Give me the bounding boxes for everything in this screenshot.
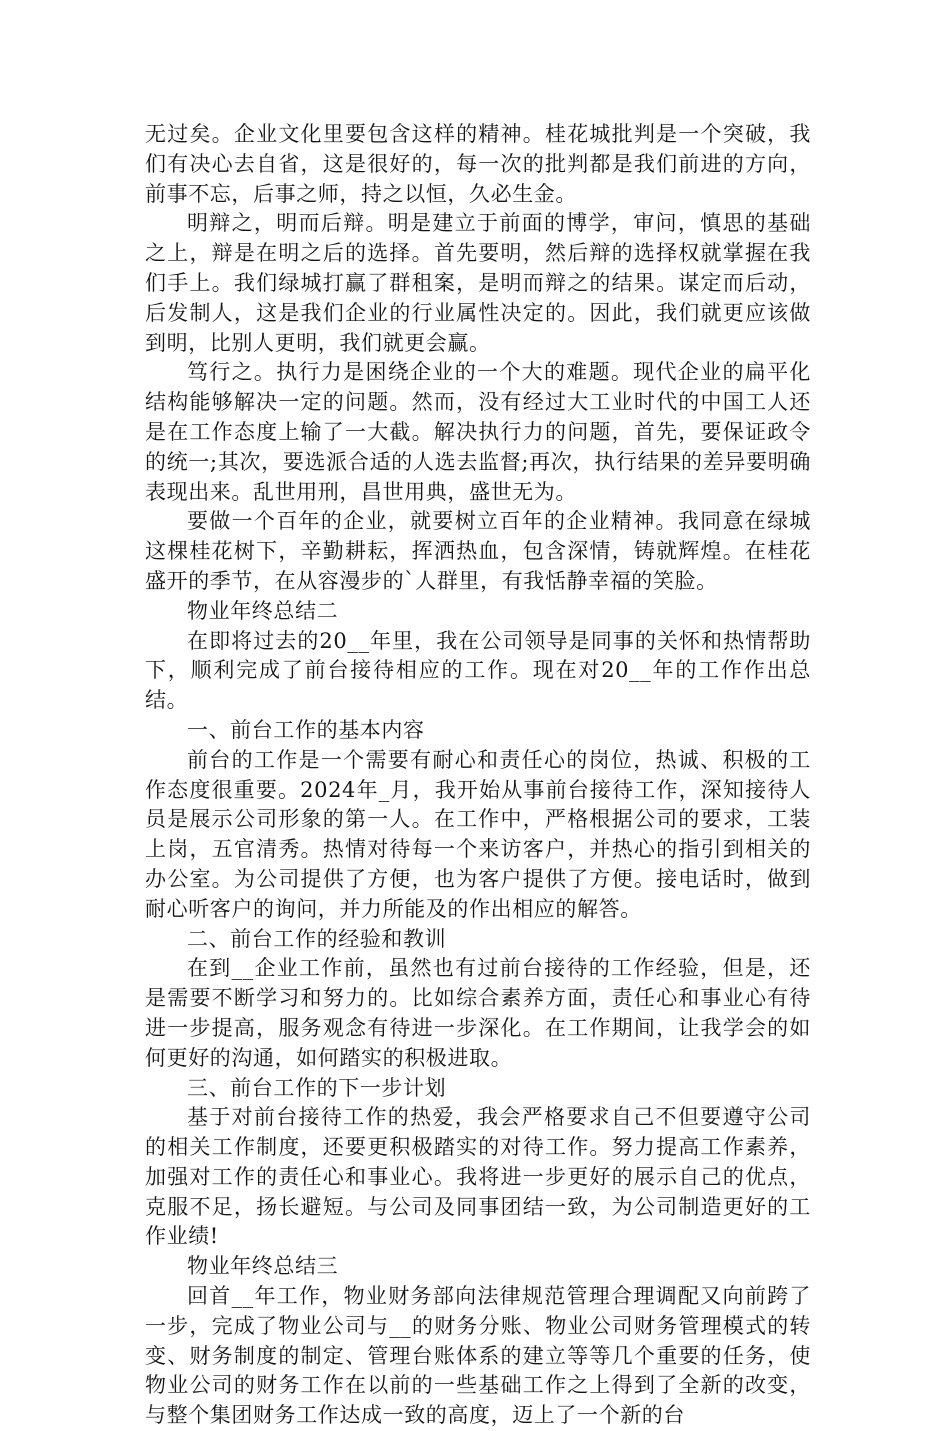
section-heading-summary-three: 物业年终总结三 bbox=[187, 1254, 339, 1279]
document-body bbox=[145, 120, 811, 1431]
paragraph-mingbian: 明辩之，明而后辩。明是建立于前面的博学，审问，慎思的基础之上，辩是在明之后的选择。首先要明，然后辩的选择权就掌握在我们手上。我们绿城打赢了群租案，是明而辩之的结果。谋定而后动，后发制人，这是我们企业的行业属性决定的。因此，我们就更应该做到明，比别人更明，我们就更会赢。 bbox=[145, 211, 811, 355]
paragraph-bainian: 要做一个百年的企业，就要树立百年的企业精神。我同意在绿城这棵桂花树下，辛勤耕耘，挥洒热血，包含深情，铸就辉煌。在桂花盛开的季节，在从容漫步的`人群里，有我恬静幸福的笑脸。 bbox=[145, 509, 811, 593]
paragraph-intro-summary-two: 在即将过去的20__年里，我在公司领导是同事的关怀和热情帮助下，顺利完成了前台接待相应的工作。现在对20__年的工作作出总结。 bbox=[145, 628, 811, 713]
subheading-next-plan: 三、前台工作的下一步计划 bbox=[187, 1075, 447, 1100]
paragraph-continuation: 无过矣。企业文化里要包含这样的精神。桂花城批判是一个突破，我们有决心去自省，这是很好的，每一次的批判都是我们前进的方向，前事不忘，后事之师，持之以恒，久必生金。 bbox=[145, 122, 811, 206]
subheading-experience: 二、前台工作的经验和教训 bbox=[187, 926, 447, 951]
paragraph-duxing: 笃行之。执行力是困绕企业的一个大的难题。现代企业的扁平化结构能够解决一定的问题。然而，没有经过大工业时代的中国工人还是在工作态度上输了一大截。解决执行力的问题，首先，要保证政令的统一;其次，要选派合适的人选去监督;再次，执行结果的差异要明确表现出来。乱世用刑，昌世用典，盛世无为。 bbox=[145, 360, 811, 504]
paragraph-finance-review: 回首__年工作，物业财务部向法律规范管理合理调配又向前跨了一步，完成了物业公司与__的财务分账、物业公司财务管理模式的转变、财务制度的制定、管理台账体系的建立等等几个重要的任务，使物业公司的财务工作在以前的一些基础工作之上得到了全新的改变，与整个集团财务工作达成一致的高度，迈上了一个新的台 bbox=[145, 1284, 811, 1428]
paragraph-experience: 在到__企业工作前，虽然也有过前台接待的工作经验，但是，还是需要不断学习和努力的。比如综合素养方面，责任心和事业心有待进一步提高，服务观念有待进一步深化。在工作期间，让我学会的如何更好的沟通，如何踏实的积极进取。 bbox=[145, 956, 811, 1070]
section-heading-summary-two: 物业年终总结二 bbox=[187, 598, 339, 623]
paragraph-basic-content: 前台的工作是一个需要有耐心和责任心的岗位，热诚、积极的工作态度很重要。2024年_月，我开始从事前台接待工作，深知接待人员是展示公司形象的第一人。在工作中，严格根据公司的要求，工装上岗，五官清秀。热情对待每一个来访客户，并热心的指引到相关的办公室。为公司提供了方便，也为客户提供了方便。接电话时，做到耐心听客户的询问，并力所能及的作出相应的解答。 bbox=[145, 747, 811, 921]
paragraph-next-plan: 基于对前台接待工作的热爱，我会严格要求自己不但要遵守公司的相关工作制度，还要更积极踏实的对待工作。努力提高工作素养，加强对工作的责任心和事业心。我将进一步更好的展示自己的优点，克服不足，扬长避短。与公司及同事团结一致，为公司制造更好的工作业绩! bbox=[145, 1105, 811, 1249]
subheading-basic-content: 一、前台工作的基本内容 bbox=[187, 717, 425, 742]
